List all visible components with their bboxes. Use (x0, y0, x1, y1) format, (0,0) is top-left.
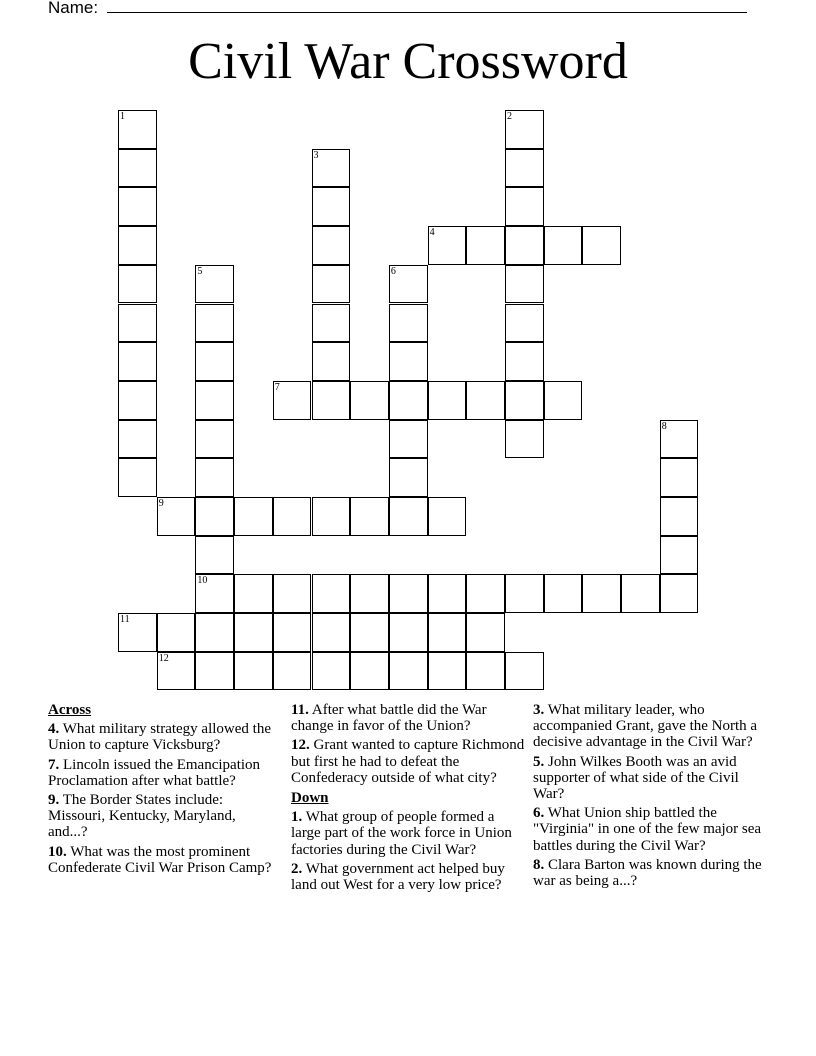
grid-cell[interactable] (428, 652, 467, 691)
grid-cell[interactable] (466, 226, 505, 265)
grid-cell[interactable] (621, 574, 660, 613)
grid-cell[interactable] (428, 497, 467, 536)
grid-cell[interactable] (312, 187, 351, 226)
grid-cell[interactable] (428, 226, 467, 265)
grid-cell[interactable] (312, 381, 351, 420)
grid-cell[interactable] (544, 574, 583, 613)
grid-cell[interactable] (428, 574, 467, 613)
grid-cell[interactable] (273, 497, 312, 536)
grid-cell[interactable] (234, 497, 273, 536)
clue-across-9: 9. The Border States include: Missouri, Kentucky, Maryland, and...? (48, 792, 236, 841)
grid-cell[interactable] (312, 574, 351, 613)
grid-cell[interactable] (273, 613, 312, 652)
grid-cell[interactable] (389, 652, 428, 691)
grid-cell[interactable] (389, 304, 428, 343)
grid-cell[interactable] (273, 574, 312, 613)
clue-number: 8 (661, 420, 667, 432)
clue-number: 7 (274, 381, 280, 393)
grid-cell[interactable] (118, 381, 157, 420)
grid-cell[interactable] (118, 265, 157, 304)
grid-cell[interactable] (505, 652, 544, 691)
clue-across-7: 7. Lincoln issued the Emancipation Proclamation after what battle? (48, 756, 261, 789)
clue-down-5: 5. John Wilkes Booth was an avid supporter of what side of the Civil War? (533, 753, 739, 803)
grid-cell[interactable] (660, 574, 699, 613)
grid-cell[interactable] (234, 613, 273, 652)
grid-cell[interactable] (505, 381, 544, 420)
grid-cell[interactable] (234, 574, 273, 613)
grid-cell[interactable] (195, 458, 234, 497)
grid-cell[interactable] (234, 652, 273, 691)
grid-cell[interactable] (195, 265, 234, 304)
grid-cell[interactable] (195, 420, 234, 459)
grid-cell[interactable] (312, 149, 351, 188)
clue-number: 10 (197, 575, 208, 587)
grid-cell[interactable] (389, 458, 428, 497)
grid-cell[interactable] (544, 381, 583, 420)
clue-across-10: 10. What was the most prominent Confederate Civil War Prison Camp? (48, 843, 272, 876)
grid-cell[interactable] (544, 226, 583, 265)
grid-cell[interactable] (118, 149, 157, 188)
grid-cell[interactable] (660, 458, 699, 497)
grid-cell[interactable] (505, 265, 544, 304)
grid-cell[interactable] (466, 574, 505, 613)
grid-cell[interactable] (660, 420, 699, 459)
across-heading: Across (48, 702, 92, 718)
grid-cell[interactable] (195, 652, 234, 691)
grid-cell[interactable] (312, 652, 351, 691)
clues-column-2 (291, 702, 526, 896)
clue-down-3: 3. What military leader, who accompanied Grant, gave the North a decisive advantage in the Civil War? (533, 702, 758, 751)
grid-cell[interactable] (505, 110, 544, 149)
grid-cell[interactable] (505, 574, 544, 613)
grid-cell[interactable] (118, 226, 157, 265)
name-label: Name: (48, 0, 103, 17)
clues-column-1 (48, 702, 278, 879)
grid-cell[interactable] (312, 226, 351, 265)
clue-across-11: 11. After what battle did the War change in favor of the Union? (291, 702, 487, 735)
grid-cell[interactable] (466, 613, 505, 652)
clue-across-12: 12. Grant wanted to capture Richmond but first he had to defeat the Confederacy outside of what city? (291, 737, 525, 786)
grid-cell[interactable] (312, 342, 351, 381)
grid-cell[interactable] (157, 613, 196, 652)
clue-number: 1 (120, 111, 125, 122)
grid-cell[interactable] (428, 613, 467, 652)
page-title: Civil War Crossword (188, 33, 628, 90)
grid-cell[interactable] (350, 381, 389, 420)
grid-cell[interactable] (157, 497, 196, 536)
grid-cell[interactable] (350, 497, 389, 536)
clue-number: 6 (390, 265, 396, 277)
grid-cell[interactable] (312, 265, 351, 304)
grid-cell[interactable] (195, 497, 234, 536)
grid-cell[interactable] (660, 497, 699, 536)
clue-down-6: 6. What Union ship battled the "Virginia" in one of the few major sea battles during the Civil War? (533, 805, 762, 854)
clue-number: 9 (158, 498, 164, 509)
grid-cell[interactable] (389, 342, 428, 381)
clue-down-8: 8. Clara Barton was known during the war as being a...? (533, 856, 762, 890)
clue-number: 5 (197, 265, 203, 277)
grid-cell[interactable] (118, 342, 157, 381)
grid-cell[interactable] (389, 265, 428, 304)
grid-cell[interactable] (350, 574, 389, 613)
grid-cell[interactable] (195, 574, 234, 613)
clue-across-4: 4. What military strategy allowed the Union to capture Vicksburg? (48, 721, 271, 754)
grid-cell[interactable] (505, 226, 544, 265)
grid-cell[interactable] (350, 652, 389, 691)
clue-number: 4 (429, 227, 435, 239)
grid-cell[interactable] (273, 652, 312, 691)
clue-down-2: 2. What government act helped buy land out West for a very low price? (291, 860, 505, 894)
grid-cell[interactable] (273, 381, 312, 420)
grid-cell[interactable] (157, 652, 196, 691)
grid-cell[interactable] (195, 381, 234, 420)
grid-cell[interactable] (389, 574, 428, 613)
grid-cell[interactable] (582, 226, 621, 265)
grid-cell[interactable] (195, 342, 234, 381)
grid-cell[interactable] (505, 187, 544, 226)
grid-cell[interactable] (505, 304, 544, 343)
grid-cell[interactable] (428, 381, 467, 420)
grid-cell[interactable] (195, 536, 234, 575)
clue-down-1: 1. What group of people formed a large part of the work force in Union factories during the Civil War? (291, 809, 512, 858)
grid-cell[interactable] (466, 381, 505, 420)
grid-cell[interactable] (118, 458, 157, 497)
grid-cell[interactable] (389, 420, 428, 459)
grid-cell[interactable] (118, 187, 157, 226)
grid-cell[interactable] (505, 420, 544, 459)
grid-cell[interactable] (118, 613, 157, 652)
grid-cell[interactable] (505, 342, 544, 381)
grid-cell[interactable] (582, 574, 621, 613)
grid-cell[interactable] (195, 613, 234, 652)
grid-cell[interactable] (389, 497, 428, 536)
grid-cell[interactable] (118, 110, 157, 149)
grid-cell[interactable] (505, 149, 544, 188)
grid-cell[interactable] (118, 420, 157, 459)
clue-number: 2 (507, 111, 512, 122)
grid-cell[interactable] (312, 497, 351, 536)
grid-cell[interactable] (389, 613, 428, 652)
down-heading: Down (291, 790, 329, 807)
clues-column-3 (533, 702, 768, 892)
clue-number: 3 (313, 149, 319, 161)
grid-cell[interactable] (350, 613, 389, 652)
grid-cell[interactable] (389, 381, 428, 420)
clue-number: 12 (158, 652, 169, 664)
grid-cell[interactable] (312, 613, 351, 652)
clue-number: 11 (120, 614, 130, 626)
grid-cell[interactable] (195, 304, 234, 343)
grid-cell[interactable] (312, 304, 351, 343)
grid-cell[interactable] (466, 652, 505, 691)
grid-cell[interactable] (118, 304, 157, 343)
grid-cell[interactable] (660, 536, 699, 575)
